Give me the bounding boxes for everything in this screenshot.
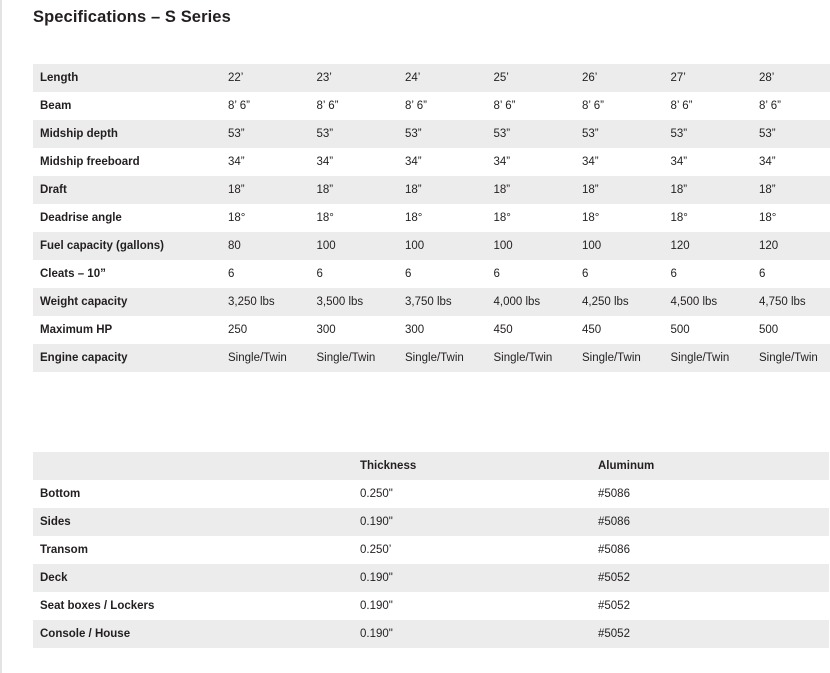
cell-value: 18° xyxy=(225,204,314,232)
cell-value: 6 xyxy=(314,260,403,288)
row-label: Draft xyxy=(33,176,225,204)
cell-thickness: 0.190" xyxy=(357,620,595,648)
cell-value: 100 xyxy=(491,232,580,260)
cell-value: Single/Twin xyxy=(314,344,403,372)
cell-value: 6 xyxy=(668,260,757,288)
table-row xyxy=(33,508,829,536)
cell-value: 80 xyxy=(225,232,314,260)
row-label: Midship depth xyxy=(33,120,225,148)
cell-value: 6 xyxy=(579,260,668,288)
table-row xyxy=(33,92,830,120)
cell-thickness: 0.190" xyxy=(357,508,595,536)
table-row xyxy=(33,176,830,204)
materials-table xyxy=(33,452,829,648)
row-label: Maximum HP xyxy=(33,316,225,344)
row-label: Cleats – 10” xyxy=(33,260,225,288)
cell-value: 120 xyxy=(668,232,757,260)
cell-value: 100 xyxy=(402,232,491,260)
cell-value: 18” xyxy=(668,176,757,204)
cell-value: Single/Twin xyxy=(491,344,580,372)
cell-value: 18” xyxy=(756,176,830,204)
row-label: Sides xyxy=(33,508,357,536)
cell-value: 18” xyxy=(491,176,580,204)
row-label: Deadrise angle xyxy=(33,204,225,232)
cell-thickness: 0.190" xyxy=(357,592,595,620)
cell-value: 3,750 lbs xyxy=(402,288,491,316)
specifications-table xyxy=(33,64,830,372)
cell-value: 8’ 6” xyxy=(402,92,491,120)
cell-value: 300 xyxy=(402,316,491,344)
table-row xyxy=(33,64,830,92)
table-row xyxy=(33,620,829,648)
cell-value: 18” xyxy=(225,176,314,204)
cell-aluminum: #5086 xyxy=(595,536,829,564)
cell-value: 100 xyxy=(314,232,403,260)
left-margin-rule xyxy=(0,0,2,673)
cell-value: 34” xyxy=(402,148,491,176)
table-row xyxy=(33,232,830,260)
cell-value: 24’ xyxy=(402,64,491,92)
cell-value: 34” xyxy=(668,148,757,176)
cell-value: Single/Twin xyxy=(579,344,668,372)
cell-value: 100 xyxy=(579,232,668,260)
cell-value: 6 xyxy=(402,260,491,288)
cell-value: 6 xyxy=(225,260,314,288)
header-aluminum: Aluminum xyxy=(595,452,829,480)
cell-value: 8’ 6” xyxy=(225,92,314,120)
cell-value: 22’ xyxy=(225,64,314,92)
cell-value: 26’ xyxy=(579,64,668,92)
cell-value: 27’ xyxy=(668,64,757,92)
row-label: Console / House xyxy=(33,620,357,648)
cell-value: 18° xyxy=(314,204,403,232)
cell-value: 18° xyxy=(402,204,491,232)
cell-value: 34” xyxy=(756,148,830,176)
row-label: Deck xyxy=(33,564,357,592)
cell-value: 4,250 lbs xyxy=(579,288,668,316)
row-label: Length xyxy=(33,64,225,92)
cell-value: 34” xyxy=(314,148,403,176)
cell-value: 8’ 6” xyxy=(579,92,668,120)
cell-value: Single/Twin xyxy=(668,344,757,372)
cell-value: 18° xyxy=(579,204,668,232)
row-label: Transom xyxy=(33,536,357,564)
cell-value: 4,750 lbs xyxy=(756,288,830,316)
cell-value: 53” xyxy=(579,120,668,148)
cell-value: 250 xyxy=(225,316,314,344)
cell-value: 8’ 6” xyxy=(491,92,580,120)
table-row xyxy=(33,148,830,176)
table-row xyxy=(33,344,830,372)
cell-aluminum: #5052 xyxy=(595,620,829,648)
cell-thickness: 0.250" xyxy=(357,480,595,508)
cell-value: 34” xyxy=(579,148,668,176)
cell-value: 53” xyxy=(491,120,580,148)
row-label: Seat boxes / Lockers xyxy=(33,592,357,620)
cell-value: 18” xyxy=(314,176,403,204)
table-row xyxy=(33,120,830,148)
cell-value: 450 xyxy=(579,316,668,344)
header-thickness: Thickness xyxy=(357,452,595,480)
cell-value: Single/Twin xyxy=(756,344,830,372)
cell-value: 18” xyxy=(579,176,668,204)
cell-value: 53” xyxy=(225,120,314,148)
cell-value: 3,250 lbs xyxy=(225,288,314,316)
cell-thickness: 0.250’ xyxy=(357,536,595,564)
cell-value: 3,500 lbs xyxy=(314,288,403,316)
cell-aluminum: #5052 xyxy=(595,592,829,620)
cell-value: 8’ 6” xyxy=(756,92,830,120)
table-row xyxy=(33,204,830,232)
cell-value: 500 xyxy=(756,316,830,344)
cell-value: 28’ xyxy=(756,64,830,92)
cell-value: 120 xyxy=(756,232,830,260)
cell-value: 18° xyxy=(756,204,830,232)
cell-value: 6 xyxy=(491,260,580,288)
row-label: Bottom xyxy=(33,480,357,508)
row-label: Midship freeboard xyxy=(33,148,225,176)
cell-value: 25’ xyxy=(491,64,580,92)
cell-value: 18° xyxy=(491,204,580,232)
cell-value: 53” xyxy=(668,120,757,148)
table-row xyxy=(33,260,830,288)
cell-aluminum: #5086 xyxy=(595,480,829,508)
table-row xyxy=(33,480,829,508)
table-row xyxy=(33,288,830,316)
cell-value: 34” xyxy=(225,148,314,176)
cell-value: 8’ 6” xyxy=(668,92,757,120)
cell-value: 4,500 lbs xyxy=(668,288,757,316)
cell-value: 500 xyxy=(668,316,757,344)
cell-value: 18° xyxy=(668,204,757,232)
table-row xyxy=(33,536,829,564)
cell-value: 18” xyxy=(402,176,491,204)
row-label: Engine capacity xyxy=(33,344,225,372)
table-header-row xyxy=(33,452,829,480)
cell-value: Single/Twin xyxy=(402,344,491,372)
cell-thickness: 0.190" xyxy=(357,564,595,592)
cell-value: 8’ 6” xyxy=(314,92,403,120)
cell-value: 23’ xyxy=(314,64,403,92)
cell-value: 53” xyxy=(314,120,403,148)
cell-value: 53” xyxy=(756,120,830,148)
cell-value: 53” xyxy=(402,120,491,148)
cell-value: 450 xyxy=(491,316,580,344)
row-label: Fuel capacity (gallons) xyxy=(33,232,225,260)
table-row xyxy=(33,316,830,344)
page-title: Specifications – S Series xyxy=(33,8,231,26)
row-label: Beam xyxy=(33,92,225,120)
cell-value: Single/Twin xyxy=(225,344,314,372)
cell-value: 6 xyxy=(756,260,830,288)
cell-value: 34” xyxy=(491,148,580,176)
row-label: Weight capacity xyxy=(33,288,225,316)
cell-value: 4,000 lbs xyxy=(491,288,580,316)
cell-aluminum: #5086 xyxy=(595,508,829,536)
table-row xyxy=(33,592,829,620)
cell-value: 300 xyxy=(314,316,403,344)
cell-aluminum: #5052 xyxy=(595,564,829,592)
header-blank xyxy=(33,452,357,480)
table-row xyxy=(33,564,829,592)
